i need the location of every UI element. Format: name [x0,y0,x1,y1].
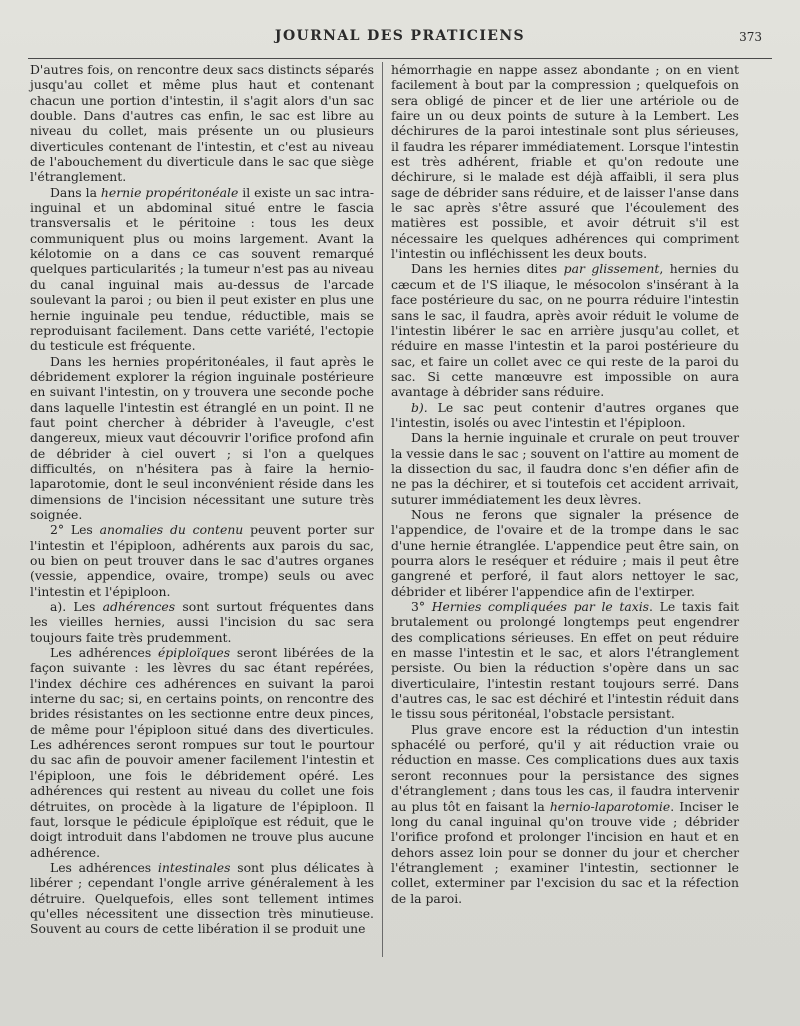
text-run: Dans les hernies dites [411,261,564,277]
paragraph: D'autres fois, on rencontre deux sacs distincts séparés jusqu'au collet et même plus haut et contenant chacun une portion d'intestin, il s'agit alors d'un sac double. Dans d'autres cas enfin, le sac est libre au niveau du collet, mais présente un ou plusieurs diverticules contenant de l'intestin, et c'est au niveau de l'abouchement du diverticule dans le sac que siège l'étranglement. [30,62,374,185]
paragraph [391,261,739,399]
text-run: . Le taxis fait brutalement ou prolongé longtemps peut engendrer des complications sérieuses. En effet on peut réduire en masse l'intestin et le sac, et alors l'étranglement persiste. Ou bien la réduction s'opère dans un sac diverticulaire, l'intestin restant toujours serré. Dans d'autres cas, le sac est déchiré et l'intestin réduit dans le tissu sous péritonéal, l'obstacle persistant. [391,599,739,722]
right-column [391,62,739,906]
text-run: il existe un sac intra-inguinal et un abdominal situé entre le fascia transversalis et le péritoine : tous les deux communiquent plus ou moins largement. Avant la kélotomie on a dans ce cas souvent remarqué quelques particularités ; la tumeur n'est pas au niveau du canal inguinal mais au-dessus de l'arcade soulevant la paroi ; ou bien il peut exister en plus une hernie inguinale peu tendue, réductible, mais se reproduisant facilement. Dans cette variété, l'ectopie du testicule est fréquente. [30,184,375,354]
text-run: Dans la [50,184,101,200]
paragraph: hémorrhagie en nappe assez abondante ; on en vient facilement à bout par la compression ; quelquefois on sera obligé de pincer et de lier une artériole ou de faire un ou deux points de suture à la Lembert. Les déchirures de la paroi intestinale sont plus sérieuses, il faudra les réparer immédiatement. Lorsque l'intestin est très adhérent, friable et qu'on redoute une déchirure, si le malade est déjà affaibli, il sera plus sage de débrider sans réduire, et de laisser l'anse dans le sac après s'être assuré que l'écoulement des matières est possible, et avoir détruit s'il est nécessaire les quelques adhérences qui compriment l'intestin ou infléchissent les deux bouts. [391,62,739,262]
italic-term: adhérences [102,599,176,615]
text-run: 3° [411,599,432,615]
paragraph [30,645,374,860]
text-run: Les adhérences [50,645,158,661]
text-run: Le sac peut contenir d'autres organes que l'intestin, isolés ou avec l'intestin et l'épiploon. [391,399,739,430]
paragraph [30,599,374,645]
italic-term: hernie propéritonéale [100,184,239,200]
paragraph [30,860,374,937]
paragraph [30,522,374,599]
paragraph [391,722,739,906]
italic-term: b). [411,399,428,415]
text-run: a). Les [50,599,103,615]
italic-term: anomalies du contenu [99,522,244,538]
column-divider [382,62,383,957]
text-run: seront libérées de la façon suivante : les lèvres du sac étant repérées, l'index déchire ces adhérences en suivant la paroi interne du sac; si, en certains points, on rencontre des brides résistantes on les sectionne entre deux pinces, de même pour l'épiploon situé dans des diverticules. Les adhérences seront rompues sur tout le pourtour du sac afin de pouvoir amener facilement l'intestin et l'épiploon, une fois le débridement opéré. Les adhérences qui restent au niveau du collet une fois détruites, on procède à la ligature de l'épiploon. Il faut, lorsque le pédicule épiploïque est réduit, que le doigt introduit dans l'abdomen ne trouve plus aucune adhérence. [30,645,374,860]
paragraph: Dans les hernies propéritonéales, il faut après le débridement explorer la région inguinale postérieure en suivant l'intestin, on y trouvera une seconde poche dans laquelle l'intestin est étranglé en un point. Il ne faut point chercher à débrider à l'aveugle, c'est dangereux, mieux vaut découvrir l'orifice profond afin de débrider à ciel ouvert ; si l'on a quelques difficultés, on n'hésitera pas à faire la hernio-laparotomie, dont le seul inconvénient réside dans les dimensions de l'incision nécessitant une suture très soignée. [30,353,374,522]
text-run: sont surtout fréquentes dans les vieilles hernies, aussi l'incision du sac sera toujours faite très prudemment. [30,599,374,645]
italic-term: hernio-laparotomie [549,798,671,814]
italic-term: épiploïques [157,645,231,661]
text-run: 2° Les [50,522,100,538]
page-header [32,26,768,50]
text-run: . Inciser le long du canal inguinal qu'on trouve vide ; débrider l'orifice profond et prolonger l'incision en haut et en dehors assez loin pour se donner du jour et chercher l'étranglement ; examiner l'intestin, sectionner le collet, exterminer par l'excision du sac et la réfection de la paroi. [391,798,739,906]
page-number: 373 [739,30,762,44]
paragraph: Dans la hernie inguinale et crurale on peut trouver la vessie dans le sac ; souvent on l'attire au moment de la dissection du sac, il faudra donc s'en défier afin de ne pas la déchirer, et si toutefois cet accident arrivait, suturer immédiatement les deux lèvres. [391,430,739,507]
paragraph [30,185,374,354]
italic-term: par glissement [563,261,660,277]
paragraph: Nous ne ferons que signaler la présence de l'appendice, de l'ovaire et de la trompe dans le sac d'une hernie étranglée. L'appendice peut être sain, on pourra alors le reséquer et réduire ; mais il peut être gangrené et perforé, il faut alors nettoyer le sac, débrider et libérer l'appendice afin de l'extirper. [391,506,739,599]
italic-term: Hernies compliquées par le taxis [431,599,650,615]
paragraph [391,599,739,722]
text-run: Plus grave encore est la réduction d'un intestin sphacélé ou perforé, qu'il y ait réduction vraie ou réduction en masse. Ces complications dues aux taxis seront reconnues pour la persistance des signes d'étranglement ; dans tous les cas, il faudra intervenir au plus tôt en faisant la [391,721,739,814]
text-run: peuvent porter sur l'intestin et l'épiploon, adhérents aux parois du sac, ou bien on peut trouver dans le sac d'autres organes (vessie, appendice, ovaire, trompe) seuls ou avec l'intestin et l'épiploon. [30,522,374,599]
italic-term: intestinales [157,859,231,875]
paragraph [391,400,739,431]
text-run: sont plus délicates à libérer ; cependant l'ongle arrive généralement à les détruire. Quelquefois, elles sont tellement intimes qu'elles nécessitent une dissection très minutieuse. Souvent au cours de cette libération il se produit une [30,859,374,937]
left-column [30,62,374,937]
running-title: JOURNAL DES PRATICIENS [274,28,526,44]
text-run: Les adhérences [50,859,158,875]
header-rule [28,58,772,59]
text-run: , hernies du cæcum et de l'S iliaque, le mésocolon s'insérant à la face postérieure du sac, on ne pourra réduire l'intestin sans le sac, il faudra, après avoir réduit le volume de l'intestin libérer le sac en arrière jusqu'au collet, et réduire en masse l'intestin et la paroi postérieure du sac, et faire un collet avec ce qui reste de la paroi du sac. Si cette manœuvre est impossible on aura avantage à débrider sans réduire. [391,261,739,400]
